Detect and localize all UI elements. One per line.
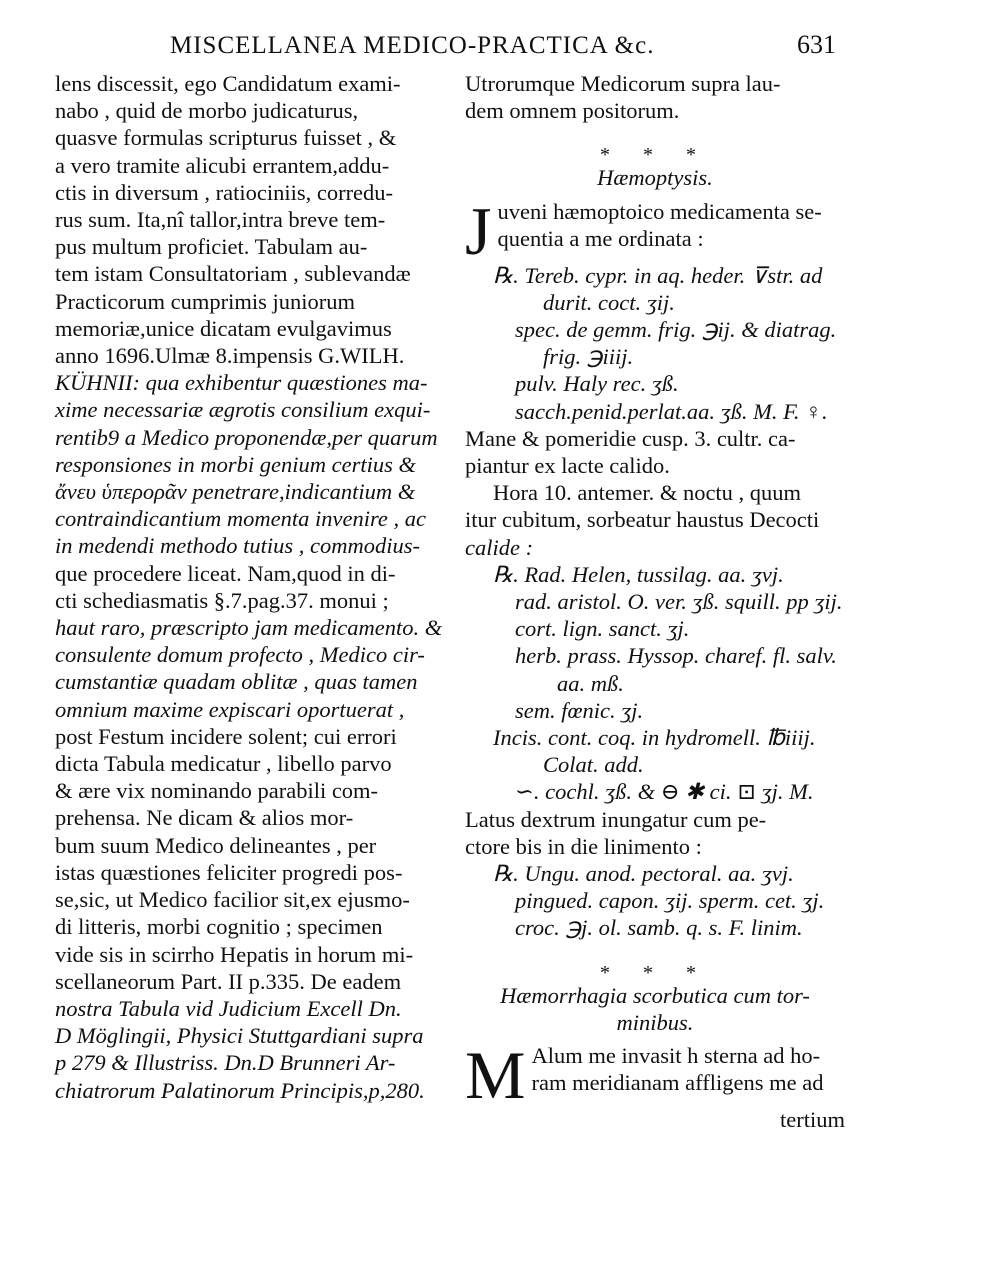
text-line: omnium maxime expiscari oportuerat , — [55, 696, 405, 722]
section-intro — [465, 1037, 845, 1114]
text-line: Utrorumque Medicorum supra lau- — [465, 71, 781, 96]
text-line: ctore bis in die linimento : — [465, 833, 702, 859]
text-line: responsiones in morbi genium certius & — [55, 451, 417, 477]
text-line: Mane & pomeridie cusp. 3. cultr. ca- — [465, 425, 796, 451]
text-line: dicta Tabula medicatur , libello parvo — [55, 751, 392, 777]
recipe-line: herb. prass. Hyssop. charef. fl. salv. — [515, 643, 837, 669]
recipe-line: cort. lign. sanct. ʒj. — [515, 616, 690, 642]
text-line: memoriæ,unice dicatam evulgavimus — [55, 315, 392, 341]
drop-cap: J — [465, 192, 492, 269]
text-line: se,sic, ut Medico facilior sit,ex ejusmo- — [55, 887, 410, 913]
text-line: cumstantiæ quadam oblitæ , quas tamen — [55, 669, 418, 695]
recipe-line: ℞. Rad. Helen, tussilag. aa. ʒvj. — [493, 561, 784, 587]
text-line: & ære vix nominando parabili com- — [55, 778, 379, 804]
text-line: vide sis in scirrho Hepatis in horum mi- — [55, 941, 414, 967]
recipe-line: sem. fœnic. ʒj. — [515, 697, 644, 723]
text-line: ram meridianam affligens me ad — [531, 1070, 824, 1096]
right-column — [465, 70, 845, 1133]
text-line: quasve formulas scripturus fuisset , & — [55, 125, 397, 151]
recipe-line: frig. ℈iiij. — [543, 344, 634, 370]
left-column — [55, 70, 451, 1104]
recipe-line: Incis. cont. coq. in hydromell. ℔iiij. — [493, 725, 816, 751]
text-line: cti schediasmatis §.7.pag.37. monui ; — [55, 587, 389, 613]
recipe-line: aa. mß. — [557, 670, 624, 696]
text-line: haut raro, præscripto jam medicamento. & — [55, 615, 443, 641]
text-line: piantur ex lacte calido. — [465, 453, 670, 479]
catchword: tertium — [780, 1107, 845, 1133]
text-line: xime necessariæ ægrotis consilium exqui- — [55, 397, 431, 423]
section-title: Hæmorrhagia scorbutica cum tor- — [500, 982, 810, 1008]
text-line: calide : — [465, 534, 534, 560]
text-line: chiatrorum Palatinorum Principis,p,280. — [55, 1077, 425, 1103]
text-line: lens discessit, ego Candidatum exami- — [55, 71, 401, 96]
text-line: bum suum Medico delineantes , per — [55, 832, 377, 858]
text-line: dem omnem positorum. — [465, 98, 680, 124]
text-line: scellaneorum Part. II p.335. De eadem — [55, 968, 402, 994]
page-number: 631 — [797, 30, 836, 59]
recipe-line: sacch.penid.perlat.aa. ʒß. M. F. ♀. — [515, 398, 828, 424]
running-title: MISCELLANEA MEDICO-PRACTICA &c. — [170, 32, 655, 59]
text-line: Latus dextrum inungatur cum pe- — [465, 806, 767, 832]
section-title: minibus. — [616, 1009, 694, 1035]
text-line: contraindicantium momenta invenire , ac — [55, 506, 426, 532]
text-line: pus multum proficiet. Tabulam au- — [55, 234, 368, 260]
text-line: Hora 10. antemer. & noctu , quum — [493, 480, 802, 506]
text-line: nostra Tabula vid Judicium Excell Dn. — [55, 995, 402, 1021]
text-line: di litteris, morbi cognitio ; specimen — [55, 914, 383, 940]
text-line: anno 1696.Ulmæ 8.impensis G.WILH. — [55, 343, 405, 369]
text-line: post Festum incidere solent; cui errori — [55, 723, 397, 749]
section-ornament: * * * — [600, 144, 710, 167]
text-line: rentib9 a Medico proponendæ,per quarum — [55, 424, 438, 450]
text-line: tem istam Consultatoriam , sublevandæ — [55, 261, 411, 287]
text-line: rus sum. Ita,nî tallor,intra breve tem- — [55, 207, 386, 233]
text-line: itur cubitum, sorbeatur haustus Decocti — [465, 507, 820, 533]
text-line: ctis in diversum , ratiociniis, corredu- — [55, 179, 394, 205]
recipe-line: Colat. add. — [543, 752, 644, 778]
text-line: a vero tramite alicubi errantem,addu- — [55, 152, 390, 178]
text-line: istas quæstiones feliciter progredi pos- — [55, 859, 403, 885]
text-line: KÜHNII: qua exhibentur quæstiones ma- — [55, 370, 428, 396]
recipe-line: pulv. Haly rec. ʒß. — [515, 371, 679, 397]
text-line: Practicorum cumprimis juniorum — [55, 288, 355, 314]
text-line: prehensa. Ne dicam & alios mor- — [55, 805, 354, 831]
recipe-line: ℞. Ungu. anod. pectoral. aa. ʒvj. — [493, 861, 794, 887]
text-line: uveni hæmoptoico medicamenta se- — [497, 198, 822, 224]
section-title: Hæmoptysis. — [597, 165, 713, 191]
text-line: D Möglingii, Physici Stuttgardiani supra — [55, 1023, 424, 1049]
recipe-line: ℞. Tereb. cypr. in aq. heder. ⊽str. ad — [493, 262, 823, 288]
recipe-line: pingued. capon. ʒij. sperm. cet. ʒj. — [515, 888, 825, 914]
recipe-line: ∽. cochl. ʒß. & ⊖ ✱ ci. ⊡ ʒj. M. — [515, 779, 814, 805]
drop-cap: M — [465, 1037, 526, 1114]
text-line: nabo , quid de morbo judicaturus, — [55, 98, 359, 124]
recipe-line: spec. de gemm. frig. ℈ij. & diatrag. — [515, 317, 837, 343]
text-line: ἄνευ ὑπερορᾶν penetrare,indicantium & — [55, 479, 416, 505]
text-line: que procedere liceat. Nam,quod in di- — [55, 560, 396, 586]
section-intro — [465, 192, 845, 269]
recipe-line: rad. aristol. O. ver. ʒß. squill. pp ʒij. — [515, 589, 843, 615]
text-line: consulente domum profecto , Medico cir- — [55, 642, 425, 668]
recipe-line: croc. ℈j. ol. samb. q. s. F. linim. — [515, 915, 803, 941]
text-line: Alum me invasit h sterna ad ho- — [531, 1043, 821, 1069]
recipe-line: durit. coct. ʒij. — [543, 289, 675, 315]
section-ornament: * * * — [600, 961, 710, 984]
text-line: in medendi methodo tutius , commodius- — [55, 533, 420, 559]
text-line: quentia a me ordinata : — [497, 225, 704, 251]
text-line: p 279 & Illustriss. Dn.D Brunneri Ar- — [55, 1050, 396, 1076]
